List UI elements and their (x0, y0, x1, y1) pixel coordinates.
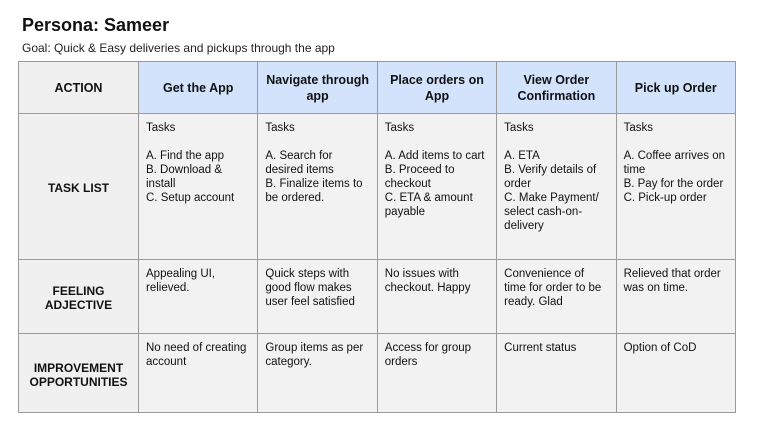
task-cell (616, 114, 735, 260)
goal-subtitle: Goal: Quick & Easy deliveries and pickups through the app (22, 41, 335, 55)
feeling-row (19, 260, 736, 334)
task-line: B. Pay for the order (623, 178, 724, 190)
feeling-cell: Convenience of time for order to be ready. Glad (497, 260, 616, 334)
header-get-app: Get the App (139, 62, 258, 114)
task-cell (139, 114, 258, 260)
task-cell-title: Tasks (146, 122, 176, 134)
header-view-confirmation: View Order Confirmation (497, 62, 616, 114)
feeling-cell: Relieved that order was on time. (616, 260, 735, 334)
task-line: B. Finalize items to be ordered. (265, 178, 363, 204)
task-line: A. Coffee arrives on time (623, 150, 725, 176)
task-line: B. Verify details of order (504, 164, 597, 190)
task-line: C. Pick-up order (623, 192, 707, 204)
task-line: A. Search for desired items (265, 150, 334, 176)
task-cell-title: Tasks (623, 122, 653, 134)
header-pick-up: Pick up Order (616, 62, 735, 114)
task-list-row (19, 114, 736, 260)
task-line: A. ETA (504, 150, 540, 162)
task-cell-title: Tasks (384, 122, 415, 134)
persona-title: Persona: Sameer (22, 15, 170, 35)
feeling-cell: Quick steps with good flow makes user feel satisfied (258, 260, 377, 334)
task-cell-title: Tasks (265, 122, 295, 134)
feeling-label: FEELING ADJECTIVE (19, 260, 139, 334)
improvement-label: IMPROVEMENT OPPORTUNITIES (19, 334, 139, 413)
header-row (19, 62, 736, 114)
task-cell (497, 114, 616, 260)
header-place-orders: Place orders on App (377, 62, 496, 114)
task-line: A. Add items to cart (384, 150, 485, 162)
header-action: ACTION (19, 62, 139, 114)
task-line: C. Make Payment/ select cash-on-delivery (504, 192, 599, 232)
header-navigate: Navigate through app (258, 62, 377, 114)
improvement-cell: No need of creating account (139, 334, 258, 413)
task-line: B. Proceed to checkout (384, 164, 455, 190)
task-list-label: TASK LIST (19, 114, 139, 260)
task-cell (258, 114, 377, 260)
improvement-cell: Access for group orders (377, 334, 496, 413)
task-line: C. ETA & amount payable (384, 192, 473, 218)
improvement-cell: Current status (497, 334, 616, 413)
feeling-cell: Appealing UI, relieved. (139, 260, 258, 334)
feeling-cell: No issues with checkout. Happy (377, 260, 496, 334)
task-line: C. Setup account (146, 192, 235, 204)
improvement-row (19, 334, 736, 413)
improvement-cell: Group items as per category. (258, 334, 377, 413)
task-line: A. Find the app (146, 150, 224, 162)
journey-map-table (18, 61, 736, 413)
task-line: B. Download & install (146, 164, 223, 190)
improvement-cell: Option of CoD (616, 334, 735, 413)
task-cell-title: Tasks (504, 122, 534, 134)
task-cell (377, 114, 496, 260)
